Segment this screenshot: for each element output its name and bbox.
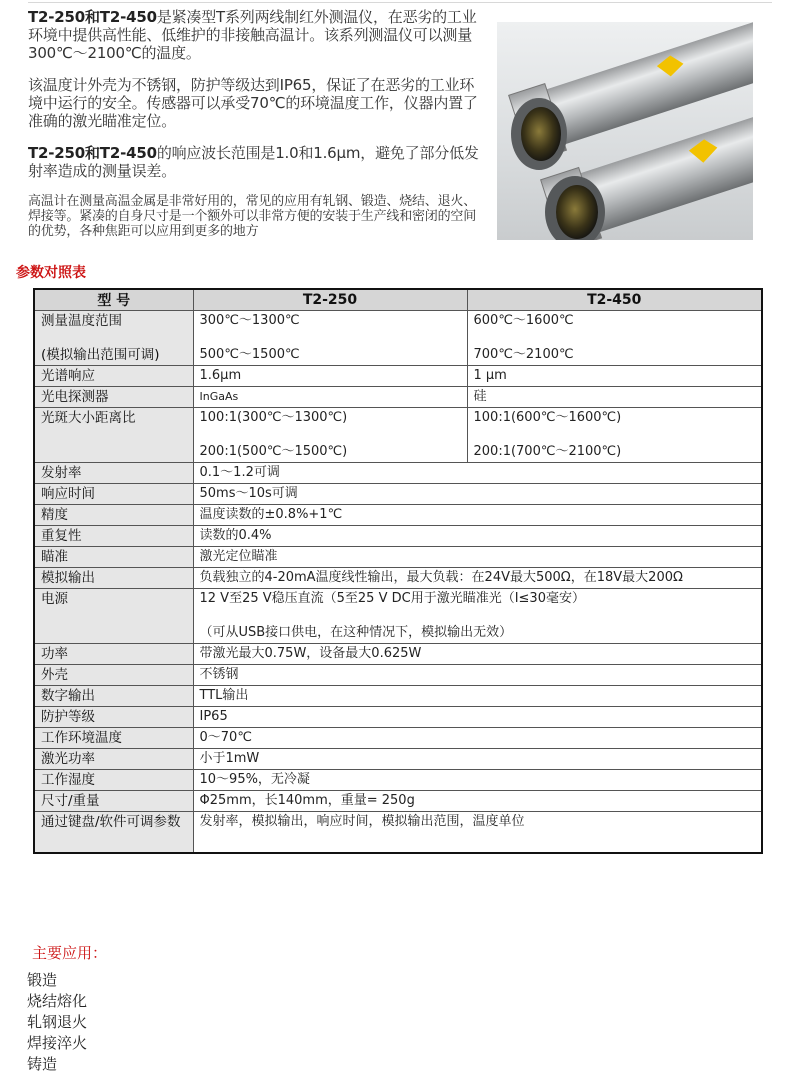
intro-paragraph-4: 高温计在测量高温金属是非常好用的，常见的应用有轧钢、锻造、烧结、退火、焊接等。紧凑的自身尺寸是一个额外可以非常方便的安装于生产线和密闭的空间的优势，各种焦距可以应用到更多的地方 (28, 194, 477, 239)
table-row (34, 568, 762, 589)
table-row (34, 547, 762, 568)
cell-value: TTL输出 (193, 686, 762, 707)
row-label: 光谱响应 (34, 366, 193, 387)
cell-value: 50ms～10s可调 (193, 484, 762, 505)
table-row (34, 770, 762, 791)
cell-value: 小于1mW (193, 749, 762, 770)
spec-table-title: 参数对照表 (16, 265, 86, 281)
row-label: 工作环境温度 (34, 728, 193, 749)
cell-value: 0～70℃ (193, 728, 762, 749)
row-label: 数字输出 (34, 686, 193, 707)
table-row (34, 644, 762, 665)
cell-value: 100:1(300℃～1300℃) 200:1(500℃～1500℃) (193, 408, 467, 463)
cell-value: 10～95%，无冷凝 (193, 770, 762, 791)
table-row (34, 526, 762, 547)
intro-paragraph-1-text: 是紧凑型T系列两线制红外测温仪，在恶劣的工业环境中提供高性能、低维护的非接触高温计。该系列测温仪可以测量300℃～2100℃的温度。 (28, 8, 477, 62)
cell-value: 带激光最大0.75W，设备最大0.625W (193, 644, 762, 665)
product-photo (497, 22, 753, 240)
table-row (34, 665, 762, 686)
row-label: 电源 (34, 589, 193, 644)
applications-list (27, 970, 87, 1075)
row-label: 功率 (34, 644, 193, 665)
list-item: 轧钢退火 (27, 1013, 88, 1031)
cell-value: 读数的0.4% (193, 526, 762, 547)
table-row (34, 387, 762, 408)
cell-value: 温度读数的±0.8%+1℃ (193, 505, 762, 526)
row-label: 外壳 (34, 665, 193, 686)
row-label: 工作湿度 (34, 770, 193, 791)
cell-value: 0.1～1.2可调 (193, 463, 762, 484)
table-row (34, 311, 762, 366)
cell-value: 激光定位瞄准 (193, 547, 762, 568)
row-label: 激光功率 (34, 749, 193, 770)
table-row (34, 589, 762, 644)
intro-paragraph-3-text: 的响应波长范围是1.0和1.6μm，避免了部分低发射率造成的测量误差。 (28, 144, 479, 180)
table-row (34, 707, 762, 728)
table-header-row (34, 289, 762, 311)
list-item: 焊接淬火 (27, 1034, 88, 1052)
row-label: 模拟输出 (34, 568, 193, 589)
cell-value: InGaAs (193, 387, 467, 408)
row-label: 精度 (34, 505, 193, 526)
table-row (34, 484, 762, 505)
cell-value: 100:1(600℃～1600℃) 200:1(700℃～2100℃) (467, 408, 762, 463)
row-label: 光电探测器 (34, 387, 193, 408)
list-item: 锻造 (27, 971, 58, 989)
row-label: 尺寸/重量 (34, 791, 193, 812)
intro-paragraph-3 (28, 144, 480, 180)
list-item: 铸造 (27, 1055, 58, 1073)
spec-table (33, 288, 763, 854)
cell-value: 12 V至25 V稳压直流（5至25 V DC用于激光瞄准光（I≤30毫安） （可从USB接口供电，在这种情况下，模拟输出无效） (193, 589, 762, 644)
table-row (34, 749, 762, 770)
top-divider (28, 2, 772, 3)
table-row (34, 728, 762, 749)
model-names-bold: T2-250和T2-450 (28, 144, 157, 162)
model-names-bold: T2-250和T2-450 (28, 8, 157, 26)
table-row (34, 686, 762, 707)
intro-text (28, 8, 480, 253)
cell-value: 1 μm (467, 366, 762, 387)
intro-paragraph-1 (28, 8, 480, 62)
header-model: 型 号 (34, 289, 193, 311)
header-t2-250: T2-250 (193, 289, 467, 311)
table-row (34, 463, 762, 484)
cell-value: IP65 (193, 707, 762, 728)
cell-value: 硅 (467, 387, 762, 408)
row-label: 光斑大小距离比 (34, 408, 193, 463)
table-row (34, 408, 762, 463)
applications-title: 主要应用： (32, 944, 108, 962)
table-row (34, 791, 762, 812)
cell-value: 300℃～1300℃ 500℃～1500℃ (193, 311, 467, 366)
row-label: 防护等级 (34, 707, 193, 728)
cell-value: 1.6μm (193, 366, 467, 387)
header-t2-450: T2-450 (467, 289, 762, 311)
cell-value: Φ25mm，长140mm，重量= 250g (193, 791, 762, 812)
table-row (34, 812, 762, 854)
cell-value: 发射率，模拟输出，响应时间，模拟输出范围，温度单位 (193, 812, 762, 854)
cell-value: 600℃～1600℃ 700℃～2100℃ (467, 311, 762, 366)
row-label: 发射率 (34, 463, 193, 484)
row-label: 瞄准 (34, 547, 193, 568)
row-label: 通过键盘/软件可调参数 (34, 812, 193, 854)
row-label: 响应时间 (34, 484, 193, 505)
list-item: 烧结熔化 (27, 992, 88, 1010)
intro-paragraph-2: 该温度计外壳为不锈钢，防护等级达到IP65，保证了在恶劣的工业环境中运行的安全。传感器可以承受70℃的环境温度工作，仪器内置了准确的激光瞄准定位。 (28, 76, 478, 130)
row-label: 测量温度范围 (模拟输出范围可调) (34, 311, 193, 366)
cell-value: 不锈钢 (193, 665, 762, 686)
cell-value: 负载独立的4-20mA温度线性输出，最大负载：在24V最大500Ω，在18V最大200Ω (193, 568, 762, 589)
table-row (34, 366, 762, 387)
row-label: 重复性 (34, 526, 193, 547)
table-row (34, 505, 762, 526)
